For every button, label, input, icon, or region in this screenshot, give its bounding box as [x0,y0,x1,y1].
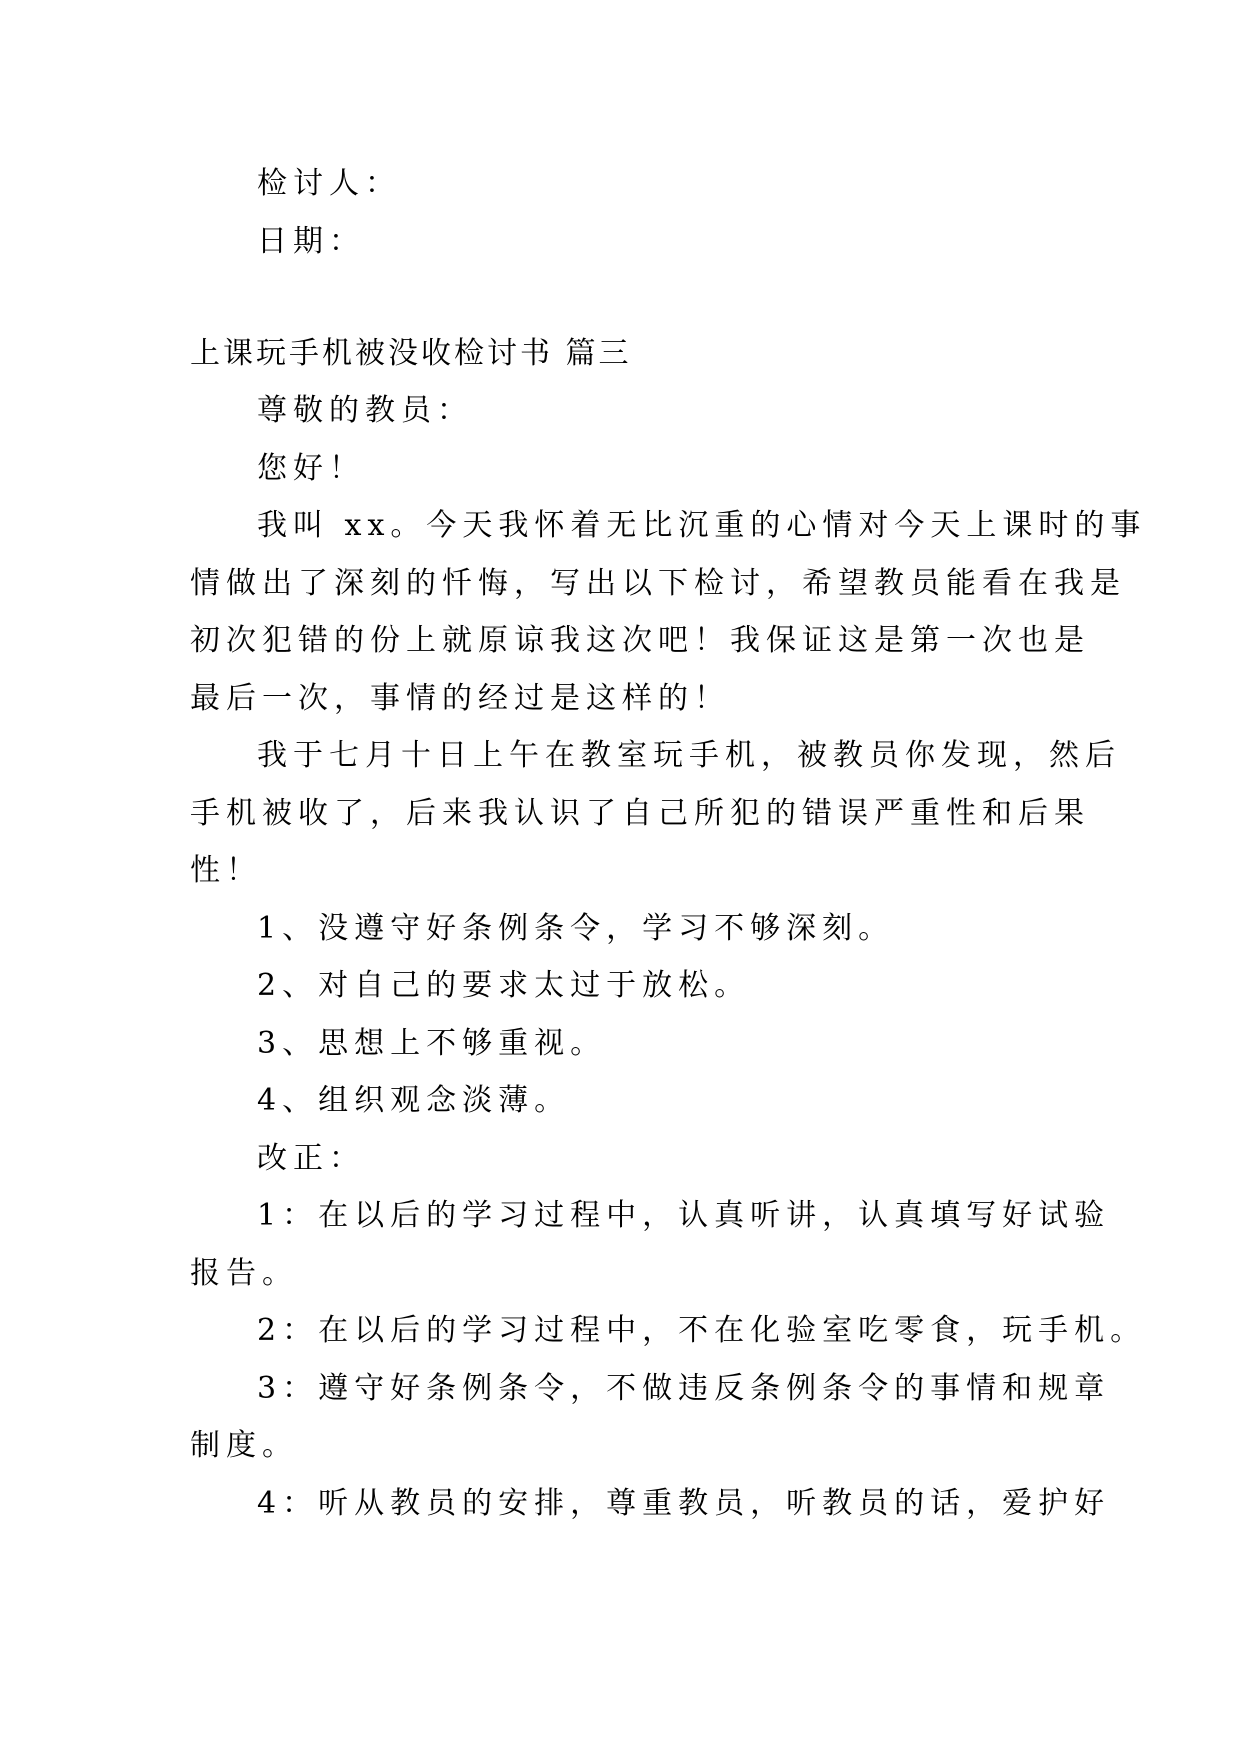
correction-item: 1：在以后的学习过程中，认真听讲，认真填写好试验 [257,1198,1111,1233]
reason-item: 2、对自己的要求太过于放松。 [257,968,751,1003]
salutation: 尊敬的教员： [257,393,473,428]
paragraph-line: 性！ [190,853,262,888]
paragraph-line: 情做出了深刻的忏悔，写出以下检讨，希望教员能看在我是 [190,566,1126,601]
paragraph-line: 我叫 xx。今天我怀着无比沉重的心情对今天上课时的事 [257,508,1147,543]
correction-item: 报告。 [190,1256,298,1291]
correction-item: 4：听从教员的安排，尊重教员，听教员的话，爱护好 [257,1486,1111,1521]
paragraph-line: 手机被收了，后来我认识了自己所犯的错误严重性和后果 [190,796,1090,831]
paragraph-line: 我于七月十日上午在教室玩手机，被教员你发现，然后 [257,738,1121,773]
reason-item: 4、组织观念淡薄。 [257,1083,571,1118]
reason-item: 1、没遵守好条例条令，学习不够深刻。 [257,911,895,946]
reviewer-label: 检讨人： [257,166,401,201]
paragraph-line: 最后一次，事情的经过是这样的！ [190,681,730,716]
correction-label: 改正： [257,1141,365,1176]
paragraph-line: 初次犯错的份上就原谅我这次吧！我保证这是第一次也是 [190,623,1090,658]
reason-item: 3、思想上不够重视。 [257,1026,607,1061]
date-label: 日期： [257,224,365,259]
section-title: 上课玩手机被没收检讨书 篇三 [190,336,632,371]
correction-item: 制度。 [190,1428,298,1463]
correction-item: 2：在以后的学习过程中，不在化验室吃零食，玩手机。 [257,1313,1147,1348]
greeting: 您好！ [257,451,365,486]
correction-item: 3：遵守好条例条令，不做违反条例条令的事情和规章 [257,1371,1111,1406]
